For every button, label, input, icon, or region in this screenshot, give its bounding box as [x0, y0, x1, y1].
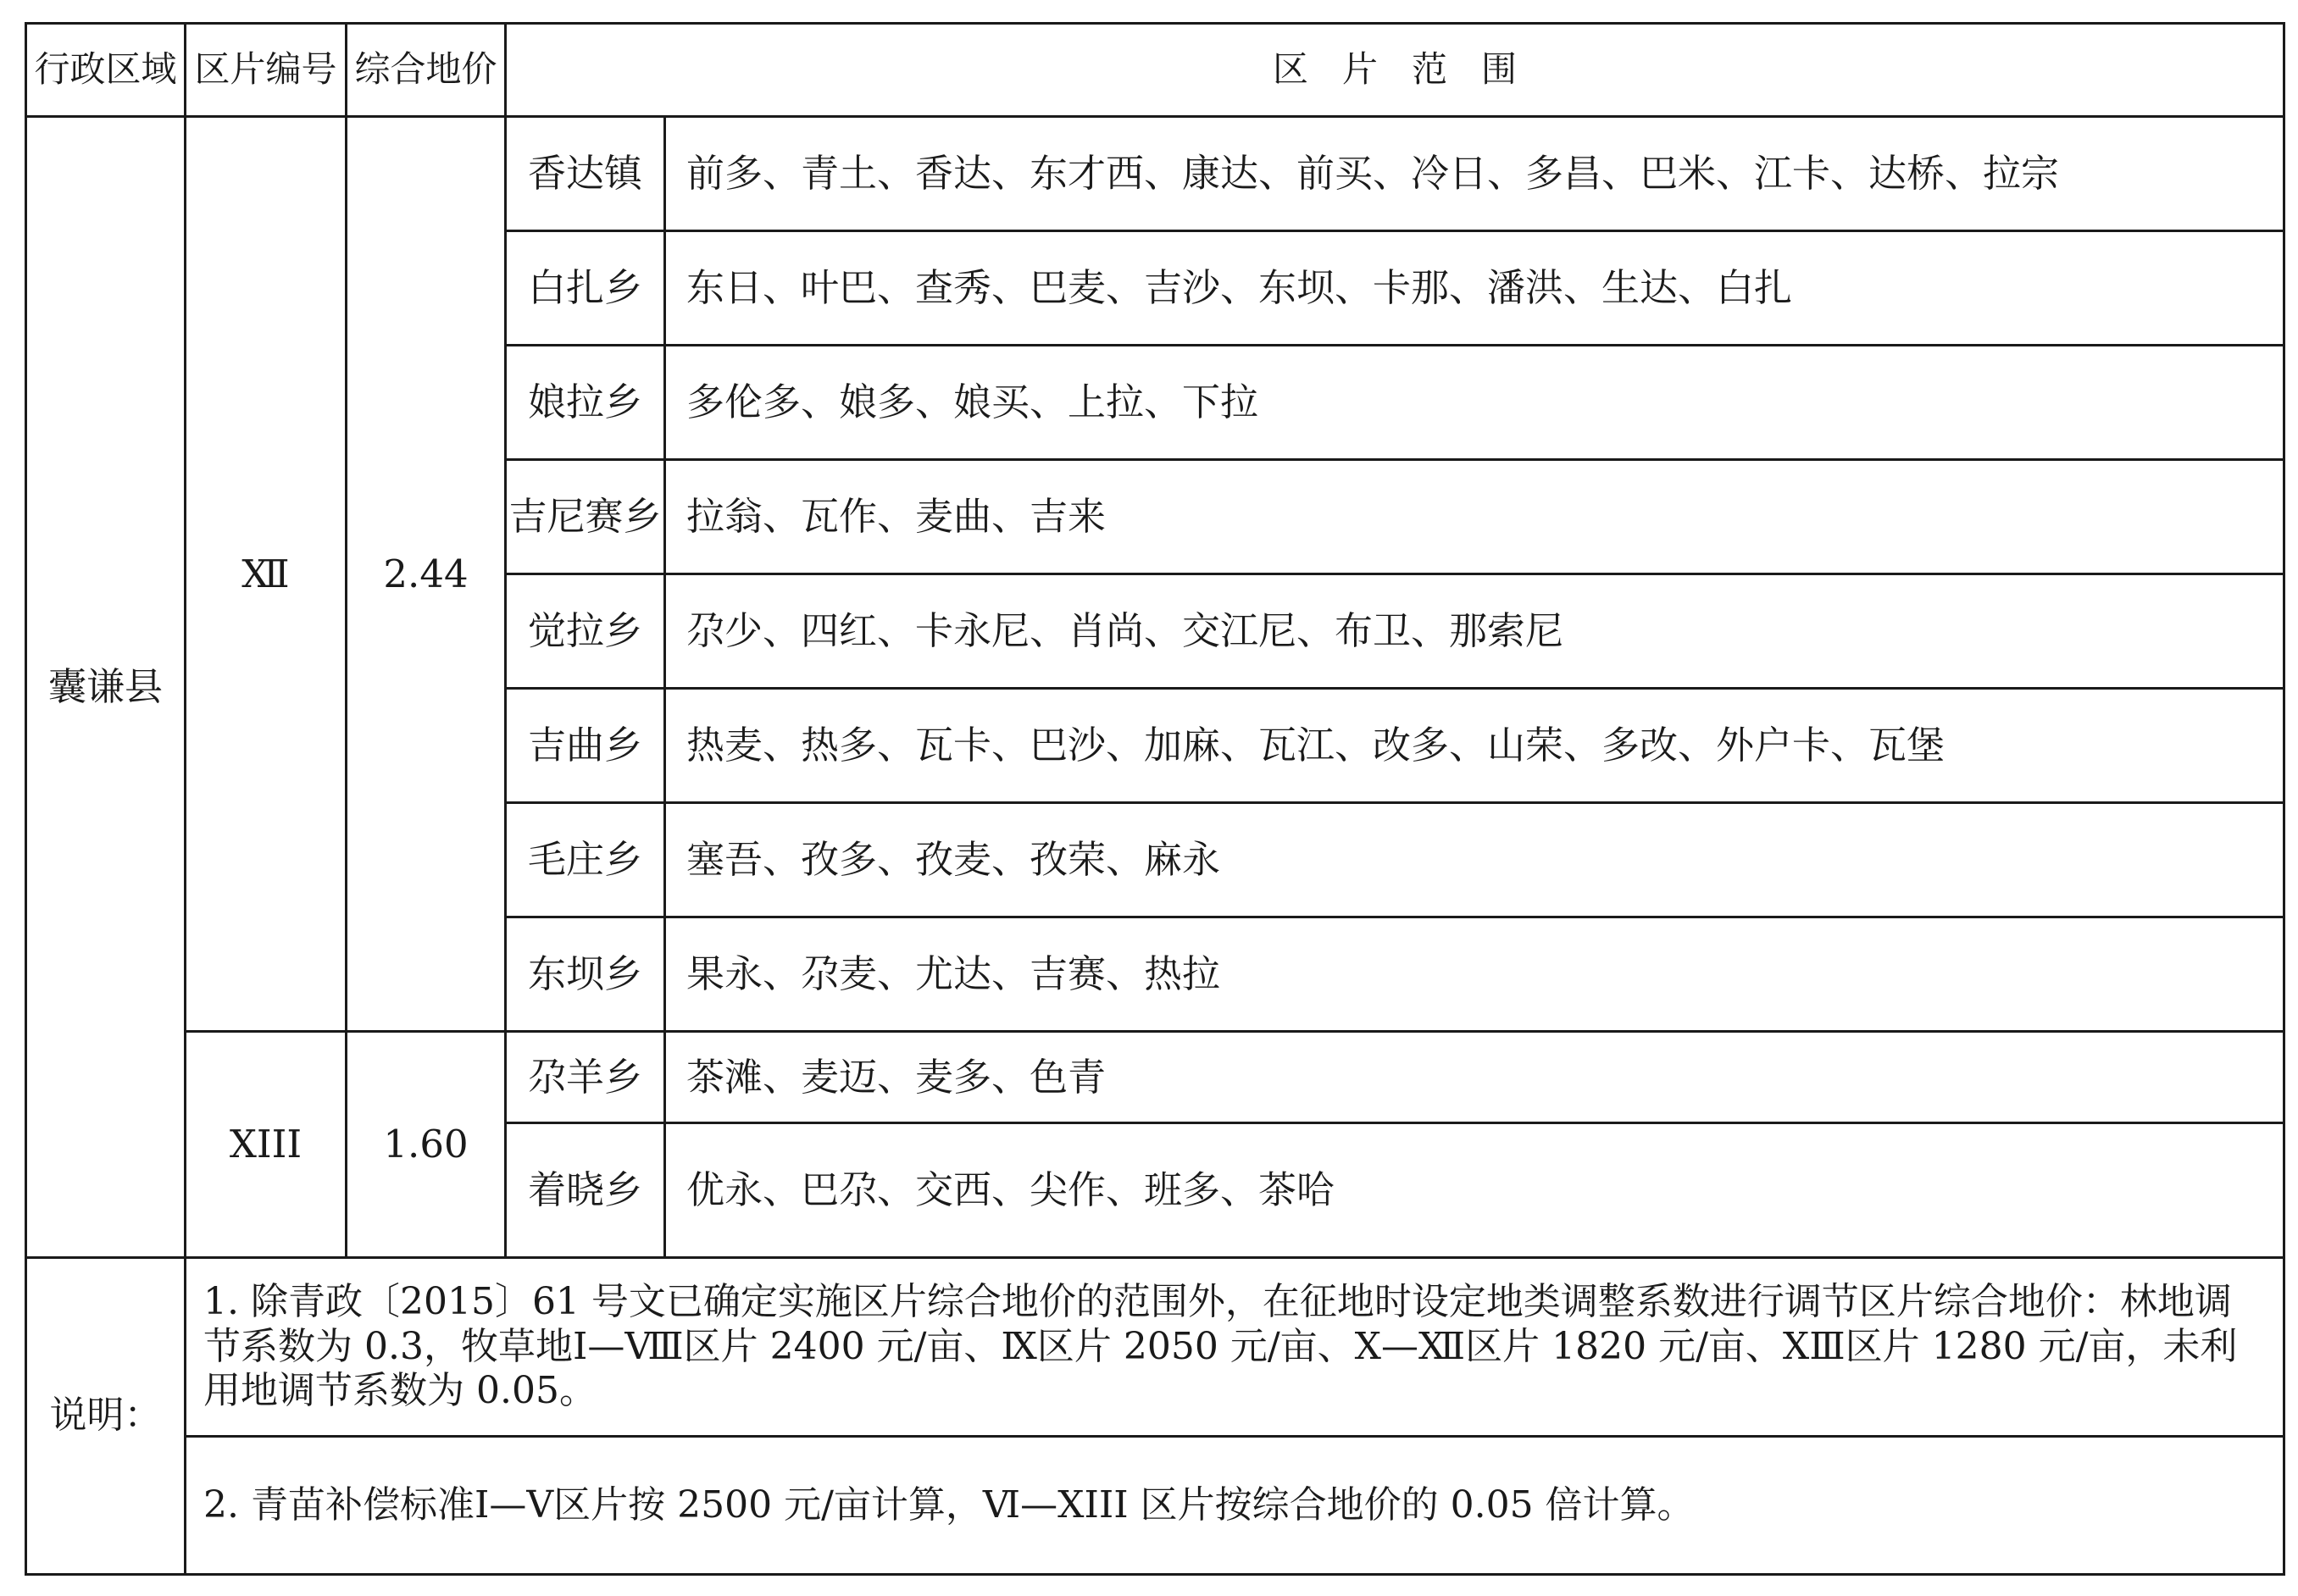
village-list: 拉翁、瓦作、麦曲、吉来 [665, 460, 2284, 574]
village-list: 优永、巴尕、交西、尖作、班多、茶哈 [665, 1123, 2284, 1258]
village-list: 东日、叶巴、查秀、巴麦、吉沙、东坝、卡那、潘洪、生达、白扎 [665, 231, 2284, 346]
note-row [26, 1437, 2284, 1575]
table-row [26, 1032, 2284, 1123]
town-name: 毛庄乡 [506, 803, 665, 917]
header-zone-number: 区片编号 [186, 24, 347, 117]
header-composite-price: 综合地价 [347, 24, 506, 117]
town-name: 吉尼赛乡 [506, 460, 665, 574]
village-list: 塞吾、孜多、孜麦、孜荣、麻永 [665, 803, 2284, 917]
town-name: 吉曲乡 [506, 689, 665, 803]
village-list: 茶滩、麦迈、麦多、色青 [665, 1032, 2284, 1123]
header-region: 行政区域 [26, 24, 186, 117]
zone-price-cell: 1.60 [347, 1032, 506, 1258]
town-name: 香达镇 [506, 117, 665, 231]
zone-code-cell: XIII [186, 1032, 347, 1258]
village-list: 尕少、四红、卡永尼、肖尚、交江尼、布卫、那索尼 [665, 574, 2284, 689]
town-name: 尕羊乡 [506, 1032, 665, 1123]
note-row [26, 1258, 2284, 1437]
note-item-2: 2. 青苗补偿标准Ⅰ—Ⅴ区片按 2500 元/亩计算，Ⅵ—XIII 区片按综合地价的 0.05 倍计算。 [186, 1437, 2284, 1575]
town-name: 娘拉乡 [506, 346, 665, 460]
note-item-1: 1. 除青政〔2015〕61 号文已确定实施区片综合地价的范围外，在征地时设定地类调整系数进行调节区片综合地价：林地调节系数为 0.3，牧草地Ⅰ—Ⅷ区片 2400 元/亩、Ⅸ区片 2050 元/亩、Ⅹ—Ⅻ区片 1820 元/亩、XⅢ区片 1280 元/亩，未利用地调节系数为 0.05。 [186, 1258, 2284, 1437]
village-list: 热麦、热多、瓦卡、巴沙、加麻、瓦江、改多、山荣、多改、外户卡、瓦堡 [665, 689, 2284, 803]
zone-code-cell: Ⅻ [186, 117, 347, 1032]
county-cell: 囊谦县 [26, 117, 186, 1258]
town-name: 东坝乡 [506, 917, 665, 1032]
village-list: 前多、青土、香达、东才西、康达、前买、冷日、多昌、巴米、江卡、达桥、拉宗 [665, 117, 2284, 231]
zone-price-cell: 2.44 [347, 117, 506, 1032]
header-row [26, 24, 2284, 117]
village-list: 多伦多、娘多、娘买、上拉、下拉 [665, 346, 2284, 460]
land-price-table [25, 22, 2285, 1576]
note-label: 说明： [26, 1258, 186, 1575]
town-name: 白扎乡 [506, 231, 665, 346]
table-row [26, 117, 2284, 231]
header-zone-scope: 区片范围 [506, 24, 2284, 117]
town-name: 着晓乡 [506, 1123, 665, 1258]
village-list: 果永、尕麦、尤达、吉赛、热拉 [665, 917, 2284, 1032]
town-name: 觉拉乡 [506, 574, 665, 689]
